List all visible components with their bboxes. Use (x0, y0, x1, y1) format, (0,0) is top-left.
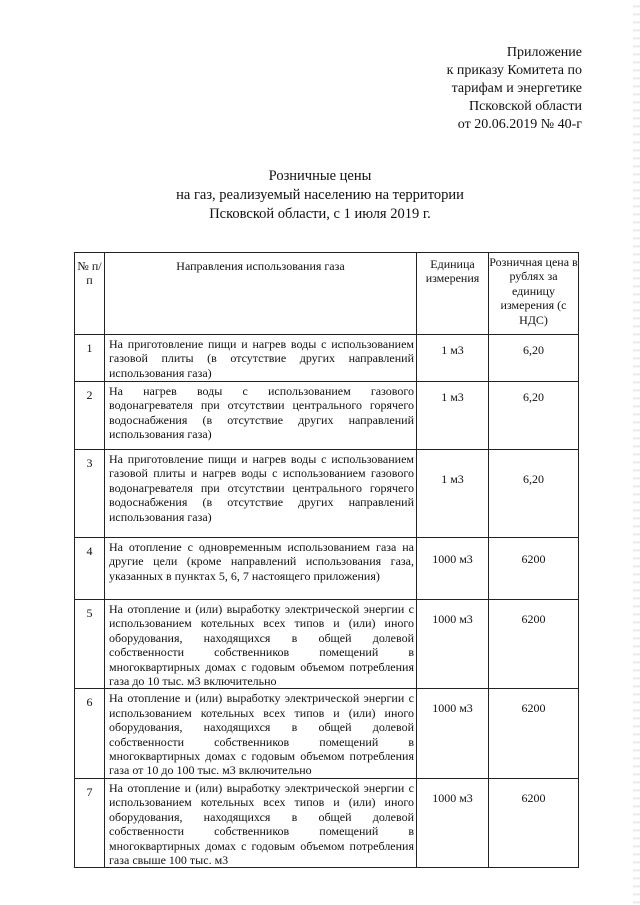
appendix-header (447, 44, 582, 134)
row-description: На отопление и (или) выработку электрической энергии с использованием котельных всех типов и (или) иного оборудования, находящихся в общей долевой собственности собственников помещений в многоквартирных домах с годовым объемом потребления газа до 10 тыс. м3 включительно (105, 600, 417, 689)
title-line: Розничные цены (268, 168, 372, 184)
table-row (75, 538, 579, 600)
row-price: 6,20 (489, 335, 579, 382)
row-unit: 1000 м3 (417, 600, 489, 689)
row-description: На нагрев воды с использованием газового водонагревателя при отсутствии центрального горячего водоснабжения (в отсутствие других направлений использования газа) (105, 382, 417, 450)
row-description: На отопление и (или) выработку электрической энергии с использованием котельных всех типов и (или) иного оборудования, находящихся в общей долевой собственности собственников помещений в многоквартирных домах с годовым объемом потребления газа от 10 до 100 тыс. м3 включительно (105, 689, 417, 778)
header-direction: Направления использования газа (105, 253, 417, 335)
row-price: 6200 (489, 778, 579, 867)
row-price: 6200 (489, 538, 579, 600)
appendix-line: тарифам и энергетике (451, 81, 582, 96)
row-unit: 1 м3 (417, 335, 489, 382)
document-title (0, 167, 640, 224)
header-unit: Единица измерения (417, 253, 489, 335)
row-description: На приготовление пищи и нагрев воды с использованием газовой плиты и нагрев воды с использованием газового водонагревателя при отсутствии центрального горячего водоснабжения (в отсутствие других направлений использования газа) (105, 450, 417, 538)
row-unit: 1000 м3 (417, 778, 489, 867)
row-unit: 1000 м3 (417, 689, 489, 778)
title-line: Псковской области, с 1 июля 2019 г. (209, 206, 431, 222)
row-num: 1 (75, 335, 105, 382)
row-num: 6 (75, 689, 105, 778)
table-row (75, 450, 579, 538)
row-price: 6,20 (489, 382, 579, 450)
appendix-line: к приказу Комитета по (446, 63, 582, 78)
header-price: Розничная цена в рублях за единицу измерения (с НДС) (489, 253, 579, 335)
row-num: 4 (75, 538, 105, 600)
row-unit: 1 м3 (417, 382, 489, 450)
price-table (74, 252, 579, 868)
row-num: 3 (75, 450, 105, 538)
table-row (75, 382, 579, 450)
table-row (75, 600, 579, 689)
row-description: На отопление и (или) выработку электрической энергии с использованием котельных всех типов и (или) иного оборудования, находящихся в общей долевой собственности собственников помещений в многоквартирных домах с годовым объемом потребления газа свыше 100 тыс. м3 (105, 778, 417, 867)
row-price: 6,20 (489, 450, 579, 538)
row-num: 7 (75, 778, 105, 867)
row-description: На отопление с одновременным использованием газа на другие цели (кроме направлений использования газа, указанных в пунктах 5, 6, 7 настоящего приложения) (105, 538, 417, 600)
table-row (75, 689, 579, 778)
row-description: На приготовление пищи и нагрев воды с использованием газовой плиты (в отсутствие других направлений использования газа) (105, 335, 417, 382)
row-unit: 1 м3 (417, 450, 489, 538)
appendix-line: от 20.06.2019 № 40-г (457, 117, 582, 132)
table-row (75, 335, 579, 382)
table-row (75, 778, 579, 867)
row-num: 2 (75, 382, 105, 450)
title-line: на газ, реализуемый населению на территории (176, 187, 464, 203)
scan-edge (633, 0, 640, 905)
appendix-line: Приложение (506, 45, 582, 60)
row-unit: 1000 м3 (417, 538, 489, 600)
row-num: 5 (75, 600, 105, 689)
header-num: № п/п (75, 253, 105, 335)
row-price: 6200 (489, 600, 579, 689)
appendix-line: Псковской области (468, 99, 582, 114)
row-price: 6200 (489, 689, 579, 778)
table-header-row (75, 253, 579, 335)
